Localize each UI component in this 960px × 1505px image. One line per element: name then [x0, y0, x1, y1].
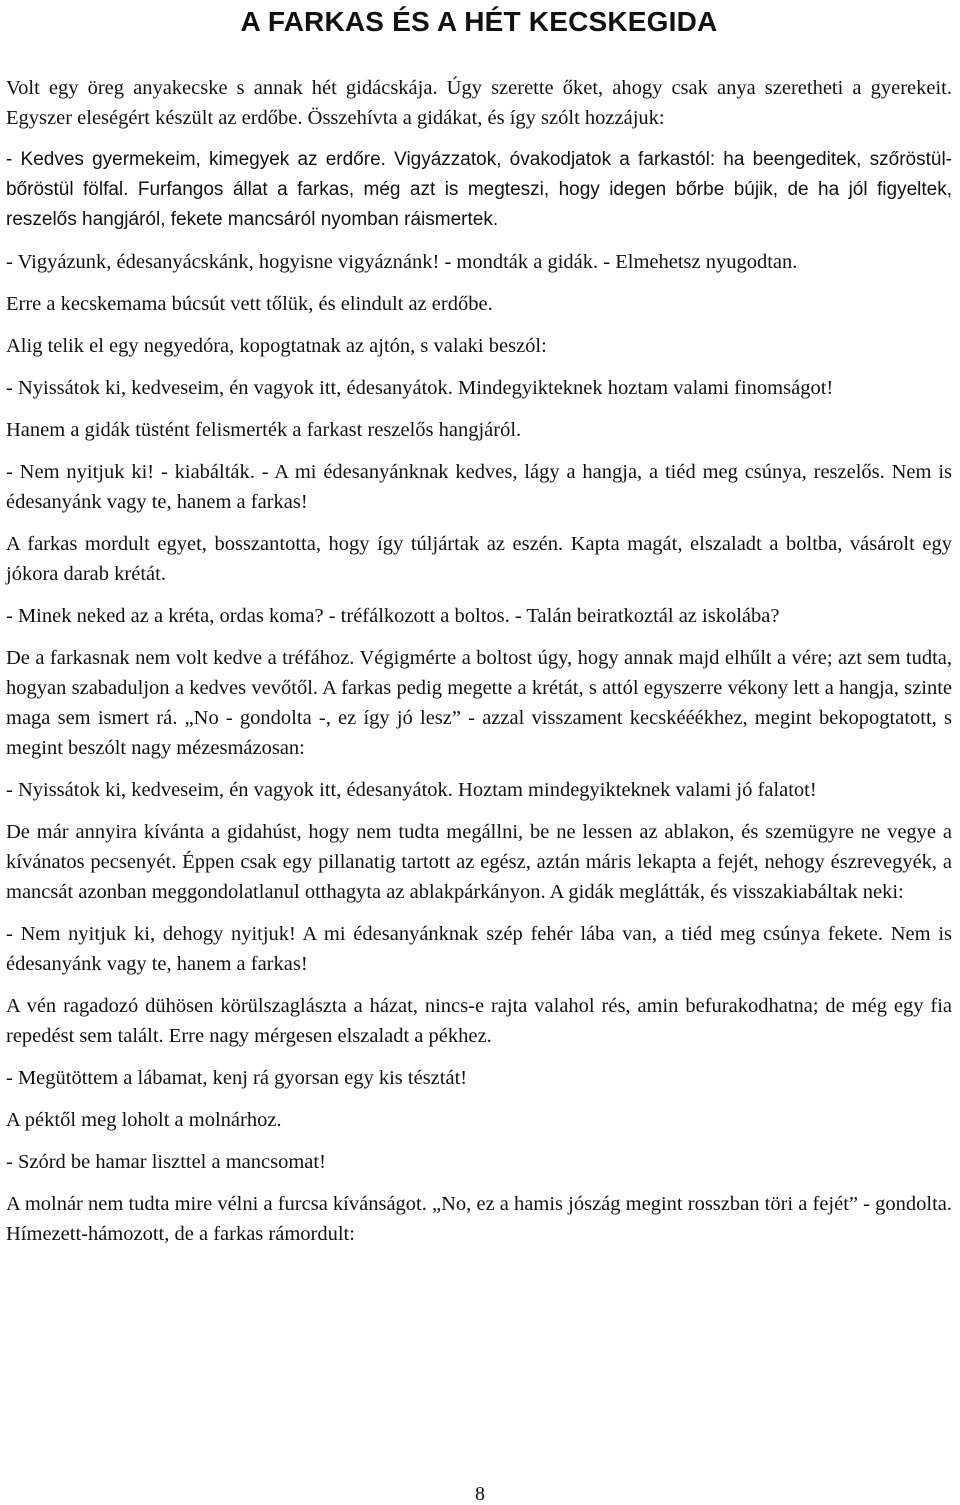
paragraph: - Nyissátok ki, kedveseim, én vagyok itt, édesanyátok. Hoztam mindegyikteknek valami jó falatot!	[6, 779, 817, 801]
paragraph: A molnár nem tudta mire vélni a furcsa kívánságot. „No, ez a hamis jószág megint rosszban töri a fejét” - gondolta. Hímezett-hámozott, de a farkas rámordult:	[6, 1193, 952, 1245]
paragraph: A péktől meg loholt a molnárhoz.	[6, 1109, 282, 1131]
page-number: 8	[475, 1483, 485, 1505]
paragraph: - Kedves gyermekeim, kimegyek az erdőre. Vigyázzatok, óvakodjatok a farkastól: ha beengeditek, szőröstül-bőröstül fölfal. Furfangos állat a farkas, még azt is megteszi, hogy idegen bőrbe bújik, de ha jól figyeltek, reszelős hangjáról, fekete mancsáról nyomban ráismertek.	[6, 149, 952, 230]
paragraph: - Nem nyitjuk ki! - kiabálták. - A mi édesanyánknak kedves, lágy a hangja, a tiéd meg csúnya, reszelős. Nem is édesanyánk vagy te, hanem a farkas!	[6, 461, 952, 513]
paragraph: Alig telik el egy negyedóra, kopogtatnak az ajtón, s valaki beszól:	[6, 335, 547, 357]
paragraph: Hanem a gidák tüstént felismerték a farkast reszelős hangjáról.	[6, 419, 522, 441]
paragraph: A vén ragadozó dühösen körülszaglászta a házat, nincs-e rajta valahol rés, amin befurakodhatna; de még egy fia repedést sem talált. Erre nagy mérgesen elszaladt a pékhez.	[6, 995, 952, 1047]
paragraph: Volt egy öreg anyakecske s annak hét gidácskája. Úgy szerette őket, ahogy csak anya szeretheti a gyerekeit. Egyszer eleségért készült az erdőbe. Összehívta a gidákat, és így szólt hozzájuk:	[6, 77, 952, 129]
paragraph: - Vigyázunk, édesanyácskánk, hogyisne vigyáznánk! - mondták a gidák. - Elmehetsz nyugodtan.	[6, 251, 798, 273]
paragraph: De a farkasnak nem volt kedve a tréfához. Végigmérte a boltost úgy, hogy annak majd elhűlt a vére; azt sem tudta, hogyan szabaduljon a kedves vevőtől. A farkas pedig megette a krétát, s attól egyszerre vékony lett a hangja, szinte maga sem ismert rá. „No - gondolta -, ez így jó lesz” - azzal visszament kecskééékhez, megint bekopogtatott, s megint beszólt nagy mézesmázosan:	[6, 647, 952, 759]
paragraph: - Szórd be hamar liszttel a mancsomat!	[6, 1151, 326, 1173]
paragraph: - Nyissátok ki, kedveseim, én vagyok itt, édesanyátok. Mindegyikteknek hoztam valami finomságot!	[6, 377, 834, 399]
page-title: A FARKAS ÉS A HÉT KECSKEGIDA	[240, 6, 718, 37]
paragraph: - Megütöttem a lábamat, kenj rá gyorsan egy kis tésztát!	[6, 1067, 468, 1089]
paragraph: - Nem nyitjuk ki, dehogy nyitjuk! A mi édesanyánknak szép fehér lába van, a tiéd meg csúnya fekete. Nem is édesanyánk vagy te, hanem a farkas!	[6, 923, 952, 975]
paragraph: - Minek neked az a kréta, ordas koma? - tréfálkozott a boltos. - Talán beiratkoztál az iskolába?	[6, 605, 780, 627]
story-body	[6, 73, 952, 1249]
paragraph: Erre a kecskemama búcsút vett tőlük, és elindult az erdőbe.	[6, 293, 493, 315]
paragraph: De már annyira kívánta a gidahúst, hogy nem tudta megállni, be ne lessen az ablakon, és szemügyre ne vegye a kívánatos pecsenyét. Éppen csak egy pillanatig tartott az egész, aztán máris lekapta a fejét, nehogy észrevegyék, a mancsát azonban meggondolatlanul otthagyta az ablakpárkányon. A gidák meglátták, és visszakiabáltak neki:	[6, 821, 952, 903]
paragraph: A farkas mordult egyet, bosszantotta, hogy így túljártak az eszén. Kapta magát, elszaladt a boltba, vásárolt egy jókora darab krétát.	[6, 533, 952, 585]
